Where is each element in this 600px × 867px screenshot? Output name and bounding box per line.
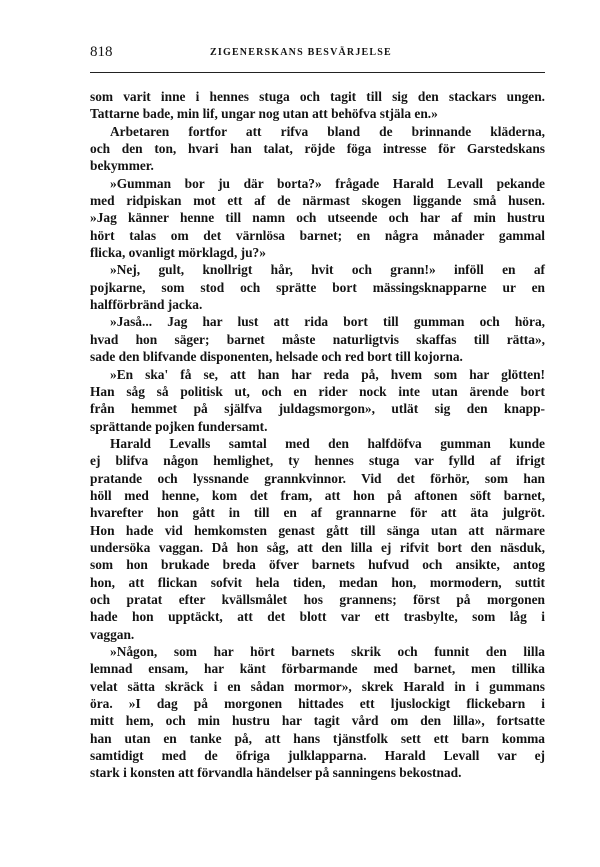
text-line: pojkarne, som stod och sprätte bort mässingsknapparne ur en [90,279,545,295]
text-line: från hemmet på själfva juldagsmorgon», utlät sig den knapp- [90,401,545,417]
text-line: sprättande pojken fundersamt. [90,418,268,434]
text-line: vaggan. [90,626,135,642]
text-line: han utan en tanke på, att hans tjänstfolk sett ett barn komma [90,730,545,746]
text-line: Hon hade vid hemkomsten genast gått till sänga utan att närmare [90,522,545,538]
text-line: stark i konsten att förvandla händelser på sanningens bekostnad. [90,765,462,781]
text-line: hvad hon säger; barnet måste naturligtvis skaffas till rätta», [90,331,545,347]
body-text [90,88,545,782]
text-line: ej blifva någon hemlighet, ty hennes stuga var fylld af ifrigt [90,453,545,469]
text-line: lemnad ensam, har känt förbarmande med barnet, men tillika [90,661,545,677]
text-line: bekymmer. [90,158,154,174]
running-title: ZIGENERSKANS BESVÄRJELSE [210,47,392,58]
text-line: flicka, ovanligt mörklagd, ju?» [90,245,266,261]
text-line: »Jag känner henne till namn och utseende och har af min hustru [90,210,545,226]
text-line: samtidigt med de öfriga julklapparna. Harald Levall var ej [90,748,545,764]
text-line: hon, att flickan sofvit hela tiden, medan hon, mormodern, suttit [90,574,545,590]
text-line: som hon brukade breda öfver barnets hufvud och ansikte, antog [90,557,545,573]
text-line: och den ton, hvari han talat, röjde föga intresse för Garstedskans [90,141,545,157]
text-line: med ridpiskan mot ett af de närmast skogen liggande små husen. [90,193,545,209]
text-line: halfförbränd jacka. [90,297,203,313]
text-line: »Nej, gult, knollrigt hår, hvit och grann!» inföll en af [110,262,545,278]
page-header [90,44,545,70]
text-line: Han såg så politisk ut, och en rider nock inte utan ärende bort [90,383,545,399]
text-line: »Någon, som har hört barnets skrik och funnit den lilla [110,644,545,659]
text-line: hade hon upptäckt, att det blott var ett trasbylte, som låg i [90,609,545,625]
text-line: »Gumman bor ju där borta?» frågade Harald Levall pekande [110,175,545,191]
text-line: undersöka vaggan. Då hon såg, att den lilla ej rifvit bort den näsduk, [90,539,545,555]
text-line: Tattarne bade, min lif, ungar nog utan att behöfva stjäla en.» [90,106,438,122]
text-line: Harald Levalls samtal med den halfdöfva gumman kunde [110,435,545,451]
text-line: som varit inne i hennes stuga och tagit till sig den stackars ungen. [90,89,545,104]
text-line: höll med henne, kom det fram, att hon på aftonen söft barnet, [90,487,545,503]
text-line: mitt hem, och min hustru har tagit vård om den lilla», fortsatte [90,713,545,729]
header-rule [90,72,545,73]
text-line: sade den blifvande disponenten, helsade och red bort till kojorna. [90,349,463,365]
text-line: pratande och lyssnande grannkvinnor. Vid det förhör, som han [90,470,545,486]
text-line: velat sätta skräck i en sådan mormor», skrek Harald in i gummans [90,678,545,694]
text-line: hvarefter hon gått in till en af grannarne för att äta julgröt. [90,505,545,521]
text-line: och pratat efter kvällsmålet hos grannens; först på morgonen [90,591,545,607]
text-line: hört talas om det värnlösa barnet; en några månader gammal [90,227,545,243]
text-line: »Jaså... Jag har lust att rida bort till gumman och höra, [110,314,545,330]
text-line: öra. »I dag på morgonen hittades ett ljuslockigt flickebarn i [90,696,545,712]
text-line: Arbetaren fortfor att rifva bland de brinnande kläderna, [110,123,545,139]
text-line: »En ska' få se, att han har reda på, hvem som har glötten! [110,366,545,382]
page-number: 818 [90,44,113,60]
